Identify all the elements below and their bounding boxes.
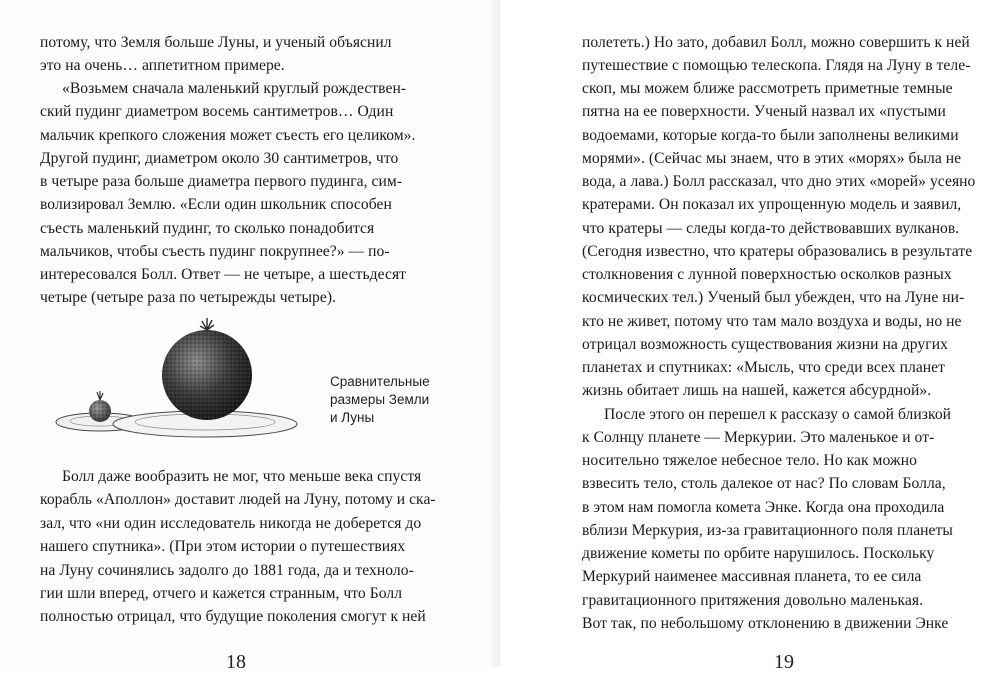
text-line: «Возьмем сначала маленький круглый рождествен- [62, 80, 407, 97]
text-line: вода, а лава.) Болл рассказал, что дно этих «морей» усеяно [582, 173, 976, 190]
text-line: зал, что «ни один исследователь никогда не доберется до [40, 515, 422, 532]
text-line: носительно тяжелое небесное тело. Но как можно [582, 452, 917, 469]
text-line: мальчиков, чтобы съесть пудинг покрупнее?» — по- [40, 243, 390, 260]
text-line: съесть маленький пудинг, то сколько понадобится [40, 220, 375, 237]
text-line: вблизи Меркурия, из-за гравитационного поля планеты [582, 522, 953, 539]
pudding-illustration [50, 318, 320, 443]
text-line: в четыре раза больше диаметра первого пудинга, сим- [40, 173, 403, 190]
text-line: корабль «Аполлон» доставит людей на Луну, потому и ска- [40, 491, 436, 508]
text-line: гии шли вперед, отчего и кажется странным, что Болл [40, 585, 403, 602]
text-line: полностью отрицал, что будущие поколения смогут к ней [40, 608, 426, 625]
text-line: Меркурий наименее массивная планета, то ее сила [582, 568, 922, 585]
text-line: что кратеры — следы когда-то действовавших вулканов. [582, 220, 960, 237]
page-number: 19 [774, 651, 794, 673]
text-line: в этом нам помогла комета Энке. Когда она проходила [582, 499, 945, 516]
text-line: (Сегодня известно, что кратеры образовались в результате [582, 243, 973, 260]
text-line: После этого он перешел к рассказу о самой близкой [604, 406, 952, 423]
figure-caption [330, 373, 430, 427]
text-line: жизнь обитает лишь на нашей, кажется абсурдной». [582, 382, 932, 399]
text-line: скоп, мы можем ближе рассмотреть приметные темные [582, 80, 953, 97]
caption-line: и Луны [330, 410, 375, 425]
text-line: морями». (Сейчас мы знаем, что в этих «морях» была не [582, 150, 962, 167]
right-page [500, 0, 1000, 673]
text-line: четыре (четыре раза по четырежды четыре). [40, 289, 337, 306]
large-pudding [162, 318, 252, 420]
text-line: нашего спутника». (При этом истории о путешествиях [40, 538, 406, 555]
caption-line: размеры Земли [330, 392, 430, 407]
text-line: волизировал Землю. «Если один школьник способен [40, 196, 392, 213]
text-line: кто не живет, потому что там мало воздуха и воды, но не [582, 313, 962, 330]
text-line: Другой пудинг, диаметром около 30 сантиметров, что [40, 150, 399, 167]
text-line: взвесить тело, столь далекое от нас? По словам Болла, [582, 475, 946, 492]
text-line: мальчик крепкого сложения может съесть его целиком». [40, 127, 416, 144]
text-line: планетах и спутниках: «Мысль, что среди всех планет [582, 359, 946, 376]
text-line: потому, что Земля больше Луны, и ученый объяснил [40, 34, 392, 51]
caption-line: Сравнительные [330, 374, 430, 389]
text-line: движение кометы по орбите нарушилось. Поскольку [582, 545, 935, 562]
image-source-credit [0, 280, 2, 360]
text-line: интересовался Болл. Ответ — не четыре, а шестьдесят [40, 266, 407, 283]
text-line: ский пудинг диаметром восемь сантиметров… Один [40, 103, 394, 120]
text-line: гравитационного притяжения довольно маленькая. [582, 592, 924, 609]
small-pudding [89, 391, 111, 422]
text-line: Болл даже вообразить не мог, что меньше века спустя [62, 468, 422, 485]
text-line: к Солнцу планете — Меркурии. Это маленькое и от- [582, 429, 935, 446]
text-line: Вот так, по небольшому отклонению в движении Энке [582, 615, 949, 632]
text-line: водоемами, которые когда-то были заполнены великими [582, 127, 959, 144]
text-line: космических тел.) Ученый был убежден, что на Луне ни- [582, 289, 965, 306]
page-number: 18 [226, 651, 246, 673]
text-line: полететь.) Но зато, добавил Болл, можно совершить к ней [582, 34, 970, 51]
text-line: путешествие с помощью телескопа. Глядя на Луну в теле- [582, 57, 971, 74]
text-line: столкновения с лунной поверхностью осколков разных [582, 266, 952, 283]
text-line: отрицал возможность существования жизни на других [582, 336, 948, 353]
credit-line [0, 280, 2, 360]
text-line: на Луну сочинялись задолго до 1881 года, да и техноло- [40, 562, 414, 579]
text-line: кратерами. Он показал их упрощенную модель и заявил, [582, 196, 962, 213]
text-line: пятна на ее поверхности. Ученый назвал их «пустыми [582, 103, 946, 120]
text-line: это на очень… аппетитном примере. [40, 57, 285, 74]
